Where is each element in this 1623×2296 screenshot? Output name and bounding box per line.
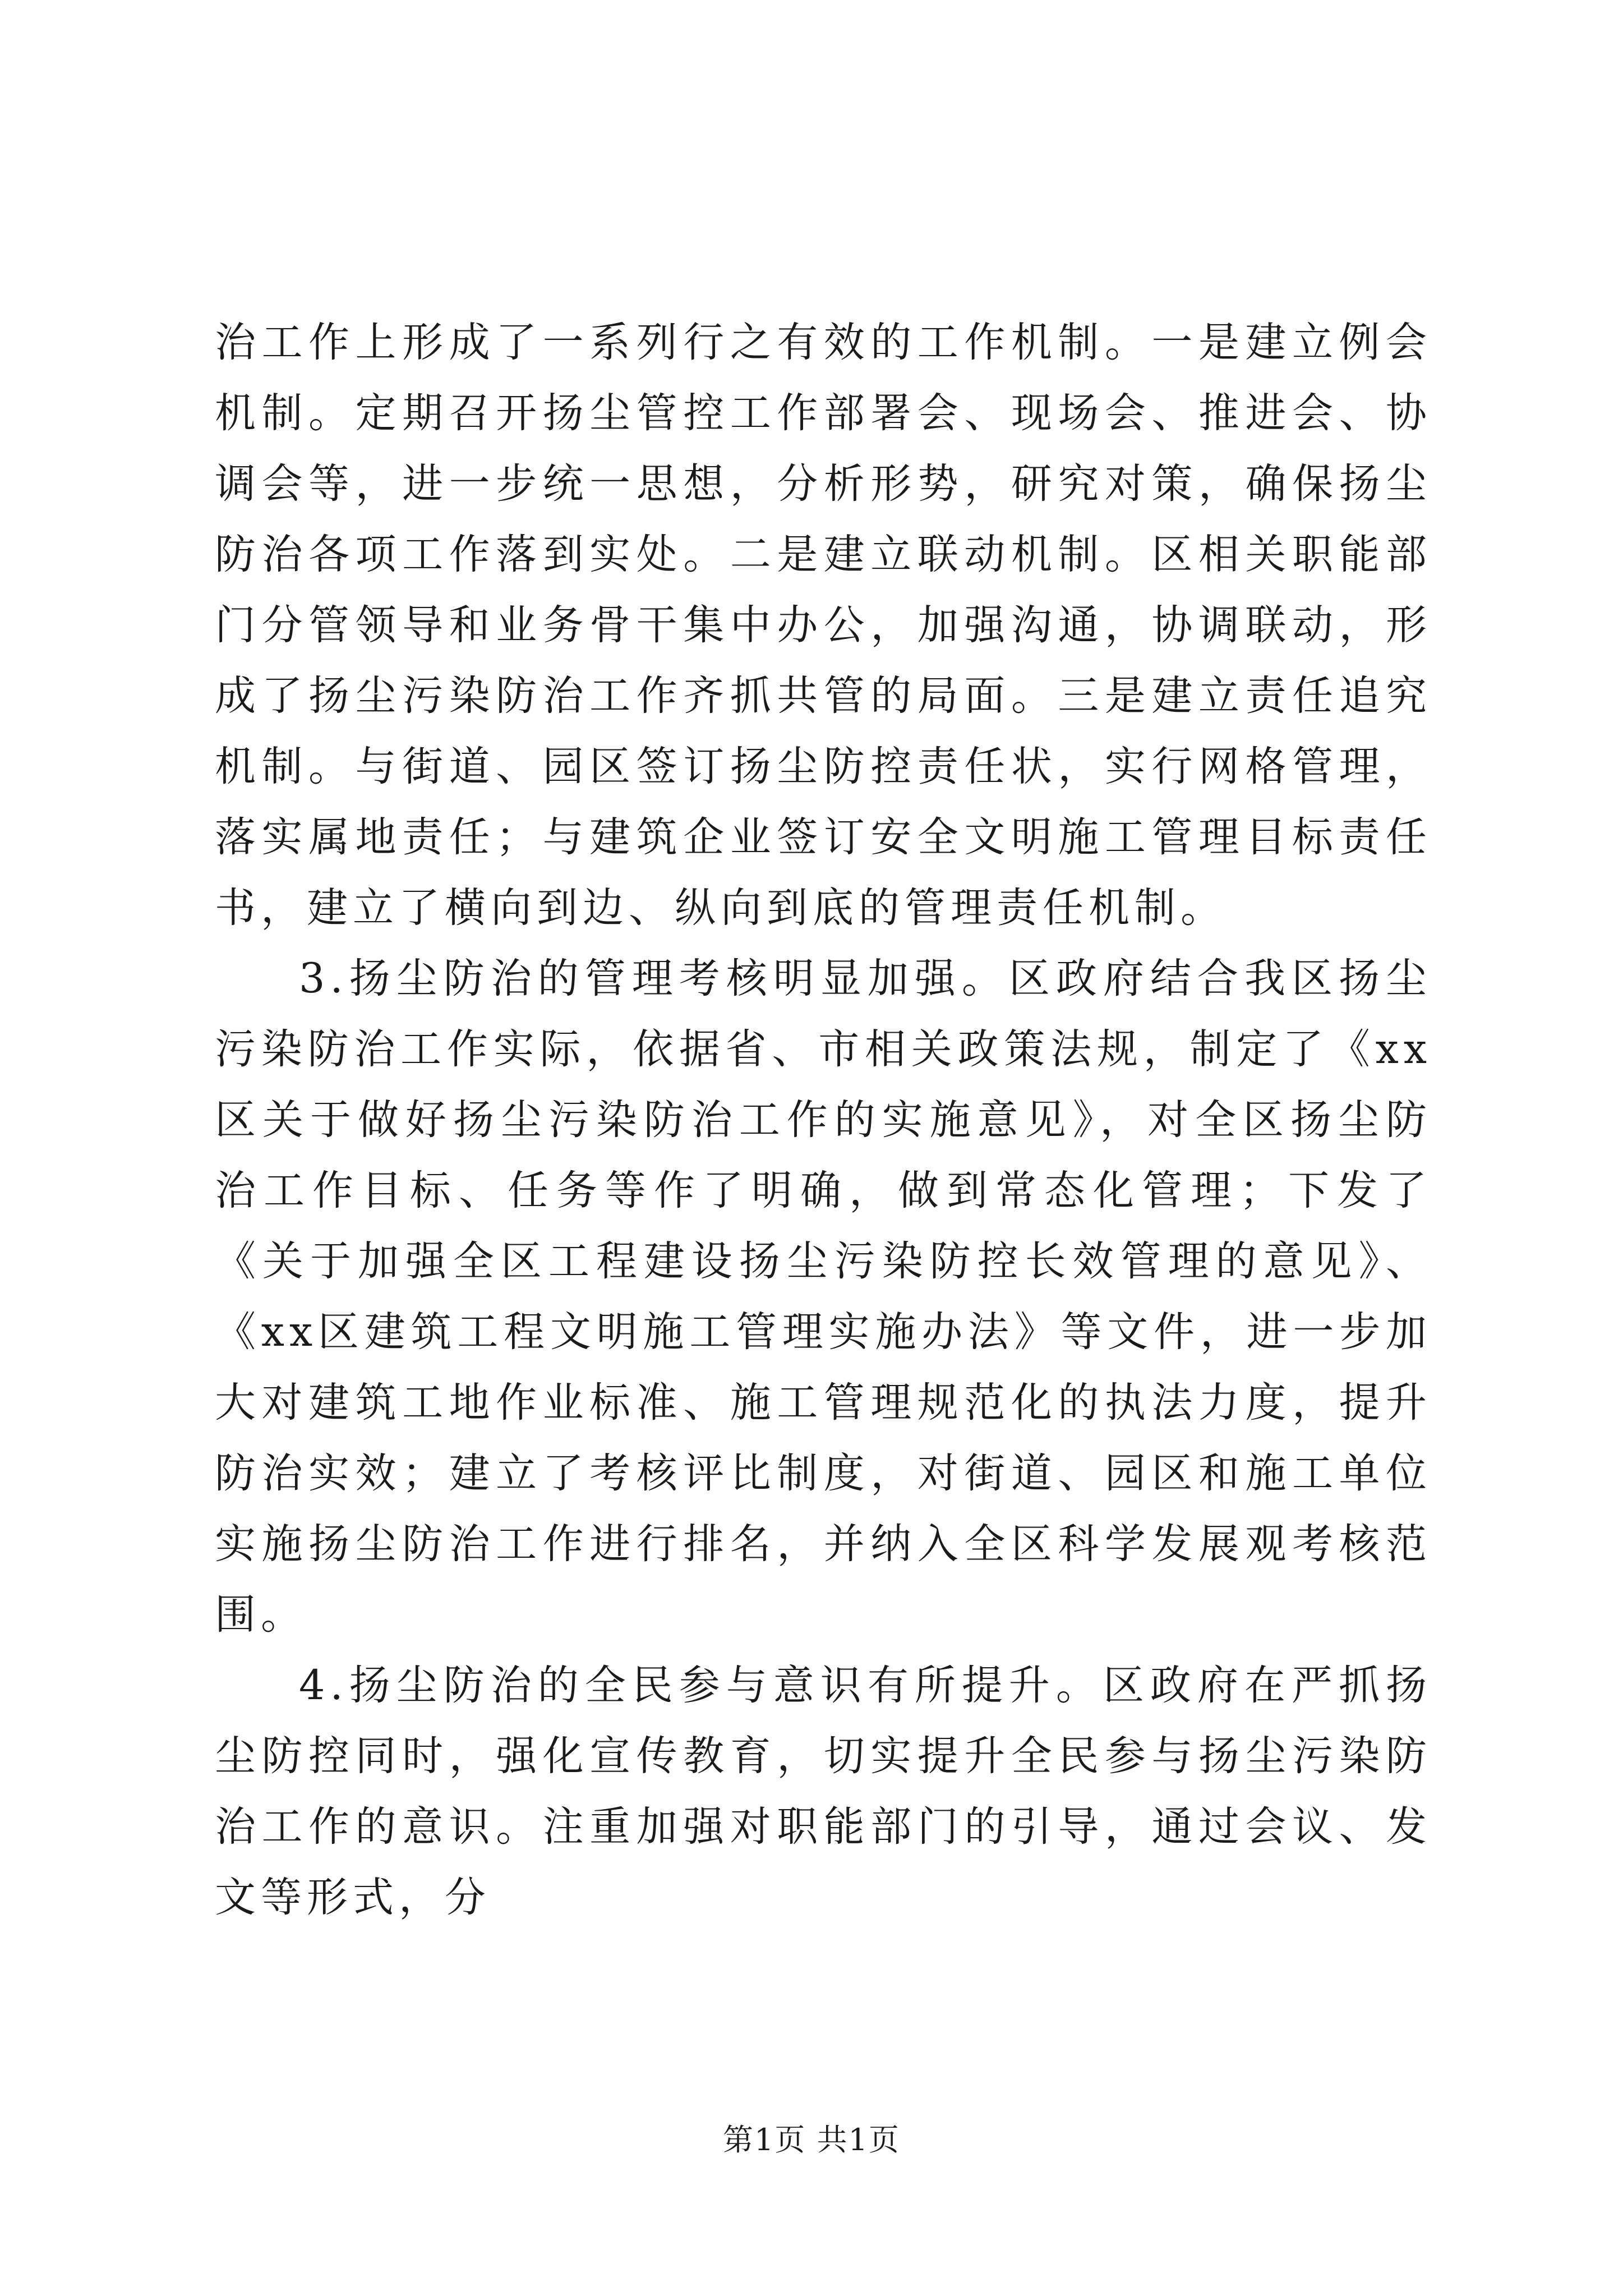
paragraph-2: 3.扬尘防治的管理考核明显加强。区政府结合我区扬尘污染防治工作实际，依据省、市相关政策法规，制定了《xx区关于做好扬尘污染防治工作的实施意见》，对全区扬尘防治工作目标、任务等作了明确，做到常态化管理；下发了《关于加强全区工程建设扬尘污染防控长效管理的意见》、《xx区建筑工程文明施工管理实施办法》等文件，进一步加大对建筑工地作业标准、施工管理规范化的执法力度，提升防治实效；建立了考核评比制度，对街道、园区和施工单位实施扬尘防治工作进行排名，并纳入全区科学发展观考核范围。	[215, 955, 1432, 1639]
page-footer: 第1页 共1页	[723, 2122, 900, 2157]
paragraph-1: 治工作上形成了一系列行之有效的工作机制。一是建立例会机制。定期召开扬尘管控工作部署会、现场会、推进会、协调会等，进一步统一思想，分析形势，研究对策，确保扬尘防治各项工作落到实处。二是建立联动机制。区相关职能部门分管领导和业务骨干集中办公，加强沟通，协调联动，形成了扬尘污染防治工作齐抓共管的局面。三是建立责任追究机制。与街道、园区签订扬尘防控责任状，实行网格管理，落实属地责任；与建筑企业签订安全文明施工管理目标责任书，建立了横向到边、纵向到底的管理责任机制。	[215, 319, 1432, 932]
paragraph-3: 4.扬尘防治的全民参与意识有所提升。区政府在严抓扬尘防控同时，强化宣传教育，切实提升全民参与扬尘污染防治工作的意识。注重加强对职能部门的引导，通过会议、发文等形式，分	[215, 1662, 1432, 1921]
document-body	[215, 307, 1432, 1933]
